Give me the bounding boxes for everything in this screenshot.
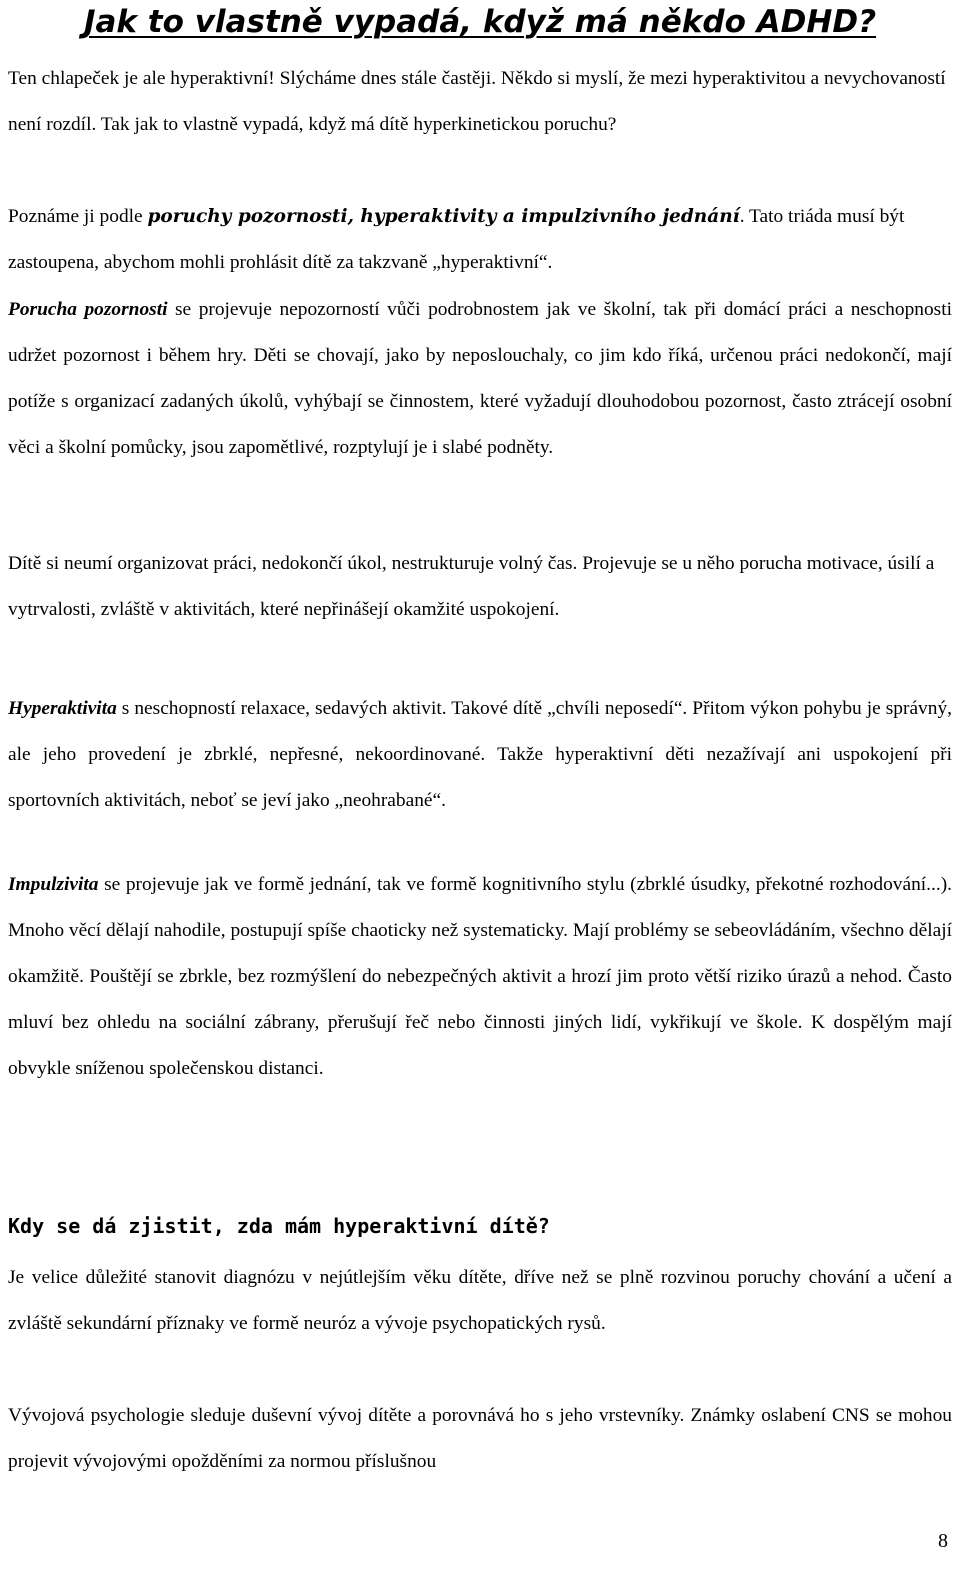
impulsivity-term: Impulzivita bbox=[8, 874, 99, 895]
section-heading: Kdy se dá zjistit, zda mám hyperaktivní dítě? bbox=[8, 1214, 550, 1238]
triad-lead: Poznáme ji podle bbox=[8, 206, 148, 227]
page-number: 8 bbox=[938, 1530, 948, 1552]
attention-paragraph bbox=[8, 287, 952, 471]
attention-term: Porucha pozornosti bbox=[8, 299, 168, 320]
psychology-paragraph: Vývojová psychologie sleduje duševní vývoj dítěte a porovnává ho s jeho vrstevníky. Známky oslabení CNS se mohou projevit vývojovými opožděními za normou příslušnou bbox=[8, 1405, 952, 1472]
impulsivity-text: se projevuje jak ve formě jednání, tak ve formě kognitivního stylu (zbrklé úsudky, překotné rozhodování...). Mnoho věcí dělají nahodile, postupují spíše chaoticky než systematicky. Mají problémy se sebeovládáním, všechno dělají okamžitě. Pouštějí se zbrkle, bez rozmýšlení do nebezpečných aktivit a hrozí jim proto větší riziko úrazů a nehod. Často mluví bez ohledu na sociální zábrany, přerušují řeč nebo činnosti jiných lidí, vykřikují ve škole. K dospělým mají obvykle sníženou společenskou distanci. bbox=[8, 874, 952, 1079]
hyperactivity-text: s neschopností relaxace, sedavých aktivit. Takové dítě „chvíli neposedí“. Přitom výkon pohybu je správný, ale jeho provedení je zbrklé, nepřesné, nekoordinované. Takže hyperaktivní děti nezažívají ani uspokojení při sportovních aktivitách, neboť se jeví jako „neohrabané“. bbox=[8, 698, 952, 811]
triad-emphasis: poruchy pozornosti, hyperaktivity a impulzivního jednání bbox=[147, 206, 740, 227]
hyperactivity-paragraph bbox=[8, 686, 952, 824]
hyperactivity-term: Hyperaktivita bbox=[8, 698, 117, 719]
attention-text: se projevuje nepozorností vůči podrobnostem jak ve školní, tak při domácí práci a neschopnosti udržet pozornost i během hry. Děti se chovají, jako by neposlouchaly, co jim kdo říká, určenou práci nedokončí, mají potíže s organizací zadaných úkolů, vyhýbají se činnostem, které vyžadují dlouhodobou pozornost, často ztrácejí osobní věci a školní pomůcky, jsou zapomětlivé, rozptylují je i slabé podněty. bbox=[8, 299, 952, 458]
triad-paragraph bbox=[8, 194, 952, 286]
diagnosis-paragraph: Je velice důležité stanovit diagnózu v nejútlejším věku dítěte, dříve než se plně rozvinou poruchy chování a učení a zvláště sekundární příznaky ve formě neuróz a vývoje psychopatických rysů. bbox=[8, 1267, 952, 1334]
triad-rest: . Tato triáda musí být zastoupena, abychom mohli prohlásit dítě za takzvaně „hyperaktivní“. bbox=[8, 206, 905, 273]
page-title: Jak to vlastně vypadá, když má někdo ADHD? bbox=[83, 4, 877, 40]
motivation-paragraph: Dítě si neumí organizovat práci, nedokončí úkol, nestrukturuje volný čas. Projevuje se u něho porucha motivace, úsilí a vytrvalosti, zvláště v aktivitách, které nepřinášejí okamžité uspokojení. bbox=[8, 553, 935, 620]
impulsivity-paragraph bbox=[8, 862, 952, 1092]
intro-paragraph: Ten chlapeček je ale hyperaktivní! Slýcháme dnes stále častěji. Někdo si myslí, že mezi hyperaktivitou a nevychovaností není rozdíl. Tak jak to vlastně vypadá, když má dítě hyperkinetickou poruchu? bbox=[8, 68, 946, 135]
